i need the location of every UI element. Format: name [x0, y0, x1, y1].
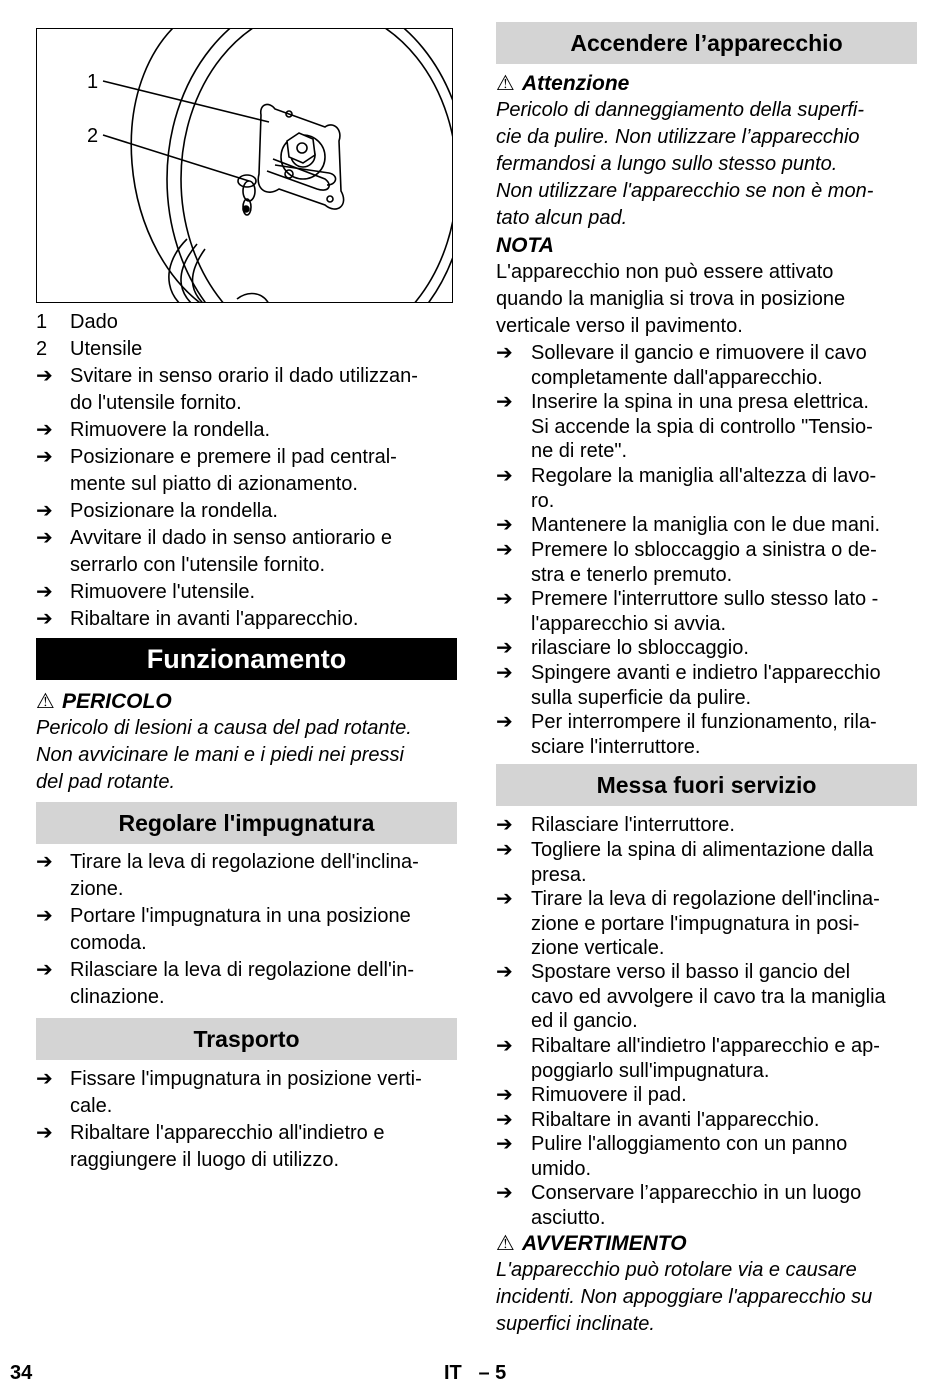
- step-text: Premere lo sbloccaggio a sinistra o de- stra e tenerlo premuto.: [531, 539, 877, 586]
- step-text: Svitare in senso orario il dado utilizzan- do l'utensile fornito.: [70, 365, 418, 414]
- step-text: Pulire l'alloggiamento con un panno umido.: [531, 1133, 848, 1180]
- warning-title: AVVERTIMENTO: [522, 1232, 687, 1255]
- section-heading-messa-fuori-servizio: Messa fuori servizio: [496, 764, 917, 806]
- legend-number: 1: [36, 311, 48, 333]
- arrow-icon: ➔: [36, 527, 53, 549]
- arrow-icon: ➔: [496, 1084, 513, 1106]
- step-text: Inserire la spina in una presa elettrica. Si accende la spia di controllo "Tensio- ne di rete".: [531, 391, 873, 462]
- step-text: Togliere la spina di alimentazione dalla presa.: [531, 839, 874, 886]
- warning-triangle-icon: ⚠: [496, 72, 515, 95]
- arrow-icon: ➔: [496, 839, 513, 861]
- arrow-icon: ➔: [36, 905, 53, 927]
- arrow-icon: ➔: [36, 419, 53, 441]
- step-text: Regolare la maniglia all'altezza di lavo- ro.: [531, 465, 877, 512]
- arrow-icon: ➔: [496, 888, 513, 910]
- arrow-icon: ➔: [36, 1122, 53, 1144]
- step-text: Ribaltare all'indietro l'apparecchio e ap- poggiarlo sull'impugnatura.: [531, 1035, 880, 1082]
- step-text: Rimuovere l'utensile.: [70, 581, 256, 603]
- arrow-icon: ➔: [36, 500, 53, 522]
- legend-number: 2: [36, 338, 48, 360]
- step-text: Ribaltare in avanti l'apparecchio.: [70, 608, 359, 630]
- step-text: Rilasciare l'interruttore.: [531, 814, 735, 836]
- arrow-icon: ➔: [496, 961, 513, 983]
- danger-text: Pericolo di lesioni a causa del pad rotante. Non avvicinare le mani e i piedi nei pressi del pad rotante.: [36, 717, 412, 793]
- arrow-icon: ➔: [496, 1109, 513, 1131]
- arrow-icon: ➔: [496, 514, 513, 536]
- step-text: rilasciare lo sbloccaggio.: [531, 637, 749, 659]
- arrow-icon: ➔: [496, 539, 513, 561]
- note-text: L'apparecchio non può essere attivato quando la maniglia si trova in posizione verticale verso il pavimento.: [496, 261, 846, 337]
- attention-text: Pericolo di danneggiamento della superfi- cie da pulire. Non utilizzare l’apparecchio fermandosi a lungo sullo stesso punto. Non utilizzare l'apparecchio se non è mon- tato alcun pad.: [496, 99, 874, 229]
- legend-label: Dado: [70, 311, 118, 333]
- arrow-icon: ➔: [496, 711, 513, 733]
- section-code: IT – 5: [444, 1362, 507, 1384]
- callout-2: 2: [87, 125, 99, 147]
- warning-heading: [496, 1230, 687, 1257]
- arrow-icon: ➔: [496, 1133, 513, 1155]
- danger-title: PERICOLO: [62, 690, 172, 713]
- arrow-icon: ➔: [496, 465, 513, 487]
- step-text: Avvitare il dado in senso antiorario e serrarlo con l'utensile fornito.: [70, 527, 393, 576]
- arrow-icon: ➔: [496, 637, 513, 659]
- attention-title: Attenzione: [522, 72, 630, 95]
- step-text: Posizionare e premere il pad central- mente sul piatto di azionamento.: [70, 446, 397, 495]
- device-figure: [36, 28, 453, 303]
- legend-label: Utensile: [70, 338, 143, 360]
- warning-text: L'apparecchio può rotolare via e causare incidenti. Non appoggiare l'apparecchio su superfici inclinate.: [496, 1259, 873, 1335]
- step-text: Tirare la leva di regolazione dell'inclina- zione.: [70, 851, 419, 900]
- arrow-icon: ➔: [496, 662, 513, 684]
- section-heading-trasporto: Trasporto: [36, 1018, 457, 1060]
- step-text: Sollevare il gancio e rimuovere il cavo completamente dall'apparecchio.: [531, 342, 867, 389]
- step-text: Per interrompere il funzionamento, rila- sciare l'interruttore.: [531, 711, 877, 758]
- step-text: Rimuovere il pad.: [531, 1084, 687, 1106]
- drive-plate-illustration: [37, 29, 453, 303]
- warning-triangle-icon: ⚠: [36, 690, 55, 713]
- arrow-icon: ➔: [36, 851, 53, 873]
- note-title: NOTA: [496, 234, 554, 257]
- step-text: Spingere avanti e indietro l'apparecchio sulla superficie da pulire.: [531, 662, 881, 709]
- arrow-icon: ➔: [36, 959, 53, 981]
- arrow-icon: ➔: [496, 391, 513, 413]
- arrow-icon: ➔: [496, 814, 513, 836]
- step-text: Conservare l’apparecchio in un luogo asciutto.: [531, 1182, 862, 1229]
- arrow-icon: ➔: [36, 581, 53, 603]
- step-text: Mantenere la maniglia con le due mani.: [531, 514, 881, 536]
- arrow-icon: ➔: [496, 342, 513, 364]
- arrow-icon: ➔: [36, 608, 53, 630]
- danger-heading: [36, 688, 172, 715]
- arrow-icon: ➔: [496, 588, 513, 610]
- step-text: Ribaltare l'apparecchio all'indietro e raggiungere il luogo di utilizzo.: [70, 1122, 385, 1171]
- step-text: Spostare verso il basso il gancio del cavo ed avvolgere il cavo tra la maniglia ed il gancio.: [531, 961, 886, 1032]
- arrow-icon: ➔: [36, 365, 53, 387]
- step-text: Tirare la leva di regolazione dell'inclina- zione e portare l'impugnatura in posi- zione verticale.: [531, 888, 880, 959]
- section-heading-funzionamento: Funzionamento: [36, 638, 457, 680]
- step-text: Rimuovere la rondella.: [70, 419, 271, 441]
- arrow-icon: ➔: [496, 1035, 513, 1057]
- warning-triangle-icon: ⚠: [496, 1232, 515, 1255]
- attention-heading: [496, 70, 629, 97]
- arrow-icon: ➔: [36, 446, 53, 468]
- callout-1: 1: [87, 71, 99, 93]
- arrow-icon: ➔: [36, 1068, 53, 1090]
- page-number: 34: [10, 1362, 33, 1384]
- arrow-icon: ➔: [496, 1182, 513, 1204]
- step-text: Rilasciare la leva di regolazione dell'in- clinazione.: [70, 959, 414, 1008]
- section-heading-impugnatura: Regolare l'impugnatura: [36, 802, 457, 844]
- step-text: Premere l'interruttore sullo stesso lato - l'apparecchio si avvia.: [531, 588, 879, 635]
- step-text: Portare l'impugnatura in una posizione comoda.: [70, 905, 411, 954]
- step-text: Ribaltare in avanti l'apparecchio.: [531, 1109, 820, 1131]
- step-text: Fissare l'impugnatura in posizione verti- cale.: [70, 1068, 422, 1117]
- step-text: Posizionare la rondella.: [70, 500, 278, 522]
- section-heading-accendere: Accendere l’apparecchio: [496, 22, 917, 64]
